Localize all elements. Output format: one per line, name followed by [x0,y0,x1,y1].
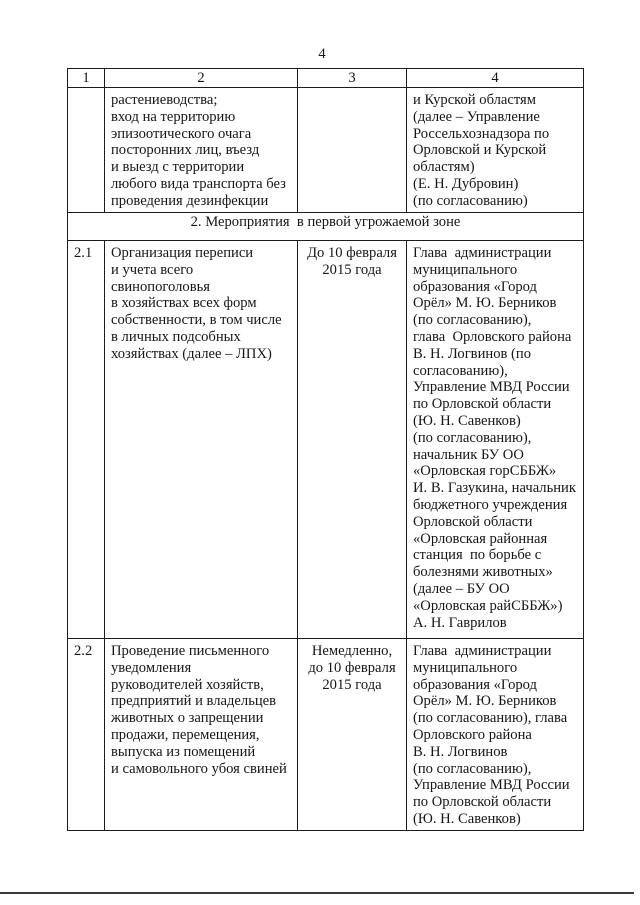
responsible-line: «Орловская горСББЖ» [413,463,557,480]
measure-line: животных о запрещении [111,710,264,727]
responsible-cell [407,88,584,213]
responsible-line: согласованию), [413,362,508,379]
measure-line: свинопоголовья [111,278,210,295]
responsible-cell [407,241,584,639]
deadline-line: Немедленно, [311,643,393,659]
table-row [68,88,584,213]
scan-edge-line [0,892,634,894]
table-header-row [68,69,584,88]
measure-cell [105,88,298,213]
page-number: 4 [318,46,326,62]
responsible-line: (Е. Н. Дубровин) [413,175,519,192]
item-number-cell: 2.2 [68,639,105,831]
responsible-line: Глава администрации [413,245,552,261]
measure-line: и самовольного убоя свиней [111,760,287,777]
measure-line: и выезд с территории [111,159,245,176]
measure-line: и учета всего [111,261,194,278]
responsible-line: В. Н. Логвинов (по [413,345,531,362]
measure-line: предприятий и владельцев [111,693,277,710]
responsible-line: Орловской области [413,513,533,530]
column-header-deadline: 3 [298,69,407,88]
measure-line: выпуска из помещений [111,743,256,760]
column-header-responsible: 4 [407,69,584,88]
responsible-line: Орёл» М. Ю. Берников [413,693,557,710]
table-row [68,241,584,639]
responsible-line: Глава администрации [413,643,552,659]
responsible-line: Орловской и Курской [413,142,547,159]
responsible-line: А. Н. Гаврилов [413,614,507,631]
measure-line: собственности, в том числе [111,312,282,329]
measure-line: Проведение письменного [111,643,270,659]
responsible-line: муниципального [413,659,518,676]
responsible-line: Россельхознадзора по [413,125,550,142]
measure-line: уведомления [111,659,192,676]
table-row [68,639,584,831]
responsible-line: «Орловская райСББЖ») [413,597,563,614]
responsible-line: болезнями животных» [413,564,553,581]
measure-line: хозяйствах (далее – ЛПХ) [111,345,272,362]
measure-cell [105,639,298,831]
responsible-line: (Ю. Н. Савенков) [413,810,521,827]
deadline-line: 2015 года [322,261,382,278]
responsible-line: (по согласованию), глава [413,710,568,727]
responsible-line: глава Орловского района [413,328,572,345]
responsible-line: Орёл» М. Ю. Берников [413,295,557,312]
responsible-line: по Орловской области [413,794,552,811]
deadline-cell [298,88,407,213]
section-row [68,213,584,241]
responsible-line: В. Н. Логвинов [413,743,508,760]
responsible-line: И. В. Газукина, начальник [413,480,576,497]
deadline-line: До 10 февраля [307,245,397,261]
responsible-line: образования «Город [413,676,537,693]
deadline-line: 2015 года [322,676,382,693]
responsible-line: (далее – БУ ОО [413,580,510,597]
measure-line: эпизоотического очага [111,125,252,142]
measure-line: вход на территорию [111,108,236,125]
responsible-cell [407,639,584,831]
measure-line: в личных подсобных [111,328,241,345]
responsible-line: Управление МВД России [413,379,570,396]
deadline-cell [298,241,407,639]
responsible-line: и Курской областям [413,92,536,108]
measure-line: продажи, перемещения, [111,726,260,743]
item-number-cell [68,88,105,213]
responsible-line: по Орловской области [413,396,552,413]
column-header-number: 1 [68,69,105,88]
measure-cell [105,241,298,639]
responsible-line: (по согласованию) [413,192,528,209]
column-header-measure: 2 [105,69,298,88]
measure-line: растениеводства; [111,92,218,108]
measure-line: любого вида транспорта без [111,175,286,192]
measure-line: Организация переписи [111,245,254,261]
measure-line: проведения дезинфекции [111,192,269,209]
responsible-line: муниципального [413,261,518,278]
measures-table [67,68,584,831]
responsible-line: областям) [413,159,475,176]
responsible-line: Управление МВД России [413,777,570,794]
measure-line: посторонних лиц, въезд [111,142,260,159]
deadline-line: до 10 февраля [308,659,396,676]
responsible-line: начальник БУ ОО [413,446,524,463]
responsible-line: (по согласованию), [413,312,532,329]
deadline-cell [298,639,407,831]
responsible-line: образования «Город [413,278,537,295]
responsible-line: (по согласованию), [413,429,532,446]
responsible-line: станция по борьбе с [413,547,542,564]
section-title: 2. Мероприятия в первой угрожаемой зоне [68,213,584,241]
responsible-line: (далее – Управление [413,108,540,125]
item-number-cell: 2.1 [68,241,105,639]
measure-line: руководителей хозяйств, [111,676,264,693]
measure-line: в хозяйствах всех форм [111,295,257,312]
responsible-line: бюджетного учреждения [413,496,568,513]
responsible-line: «Орловская районная [413,530,548,547]
responsible-line: Орловского района [413,726,532,743]
responsible-line: (Ю. Н. Савенков) [413,412,521,429]
responsible-line: (по согласованию), [413,760,532,777]
